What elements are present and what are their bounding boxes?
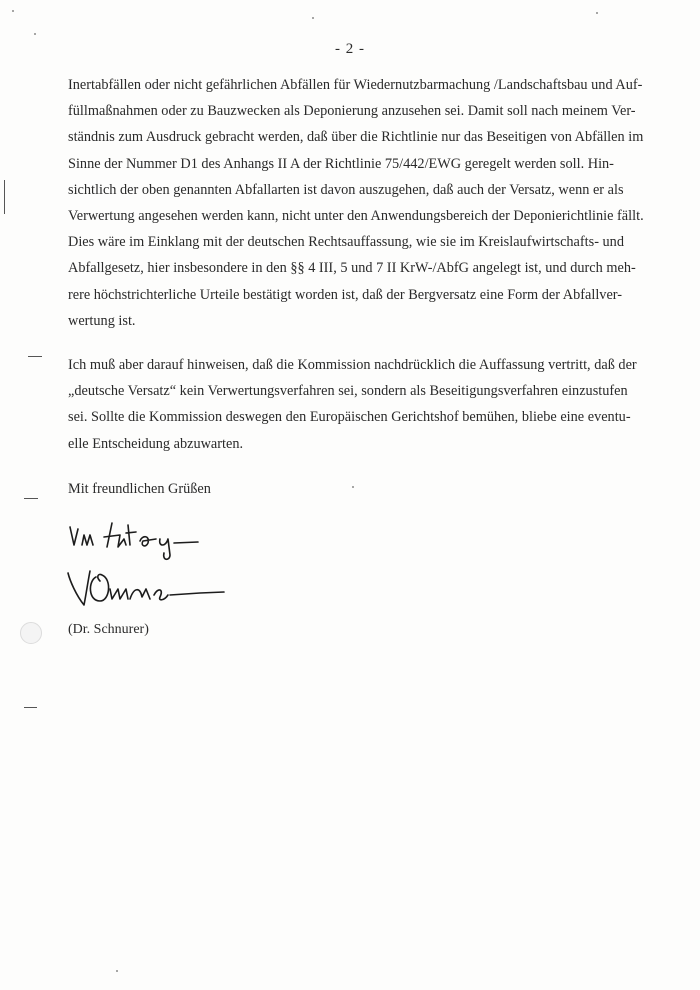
scan-speck <box>12 10 14 12</box>
closing-greeting: Mit freundlichen Grüßen <box>68 481 211 497</box>
handwritten-signature <box>60 515 235 625</box>
text-line: sei. Sollte die Kommission deswegen den Europäischen Gerichtshof bemühen, bliebe eine eventu- <box>68 409 631 426</box>
text-line: Abfallgesetz, hier insbesondere in den §§ 4 III, 5 und 7 II KrW-/AbfG angelegt ist, und durch meh- <box>68 260 636 277</box>
margin-mark <box>4 180 5 214</box>
text-line: „deutsche Versatz“ kein Verwertungsverfahren sei, sondern als Beseitigungsverfahren einzustufen <box>68 383 628 400</box>
text-line: ständnis zum Ausdruck gebracht werden, daß über die Richtlinie nur das Beseitigen von Abfällen im <box>68 129 644 146</box>
margin-mark <box>28 356 42 357</box>
signer-name: (Dr. Schnurer) <box>68 622 149 637</box>
page-number: - 2 - <box>335 41 365 57</box>
scan-speck <box>596 12 598 14</box>
punch-hole-shadow <box>20 622 42 644</box>
text-line: Ich muß aber darauf hinweisen, daß die Kommission nachdrücklich die Auffassung vertritt, daß der <box>68 357 637 373</box>
margin-mark <box>24 707 37 708</box>
body-paragraph-1 <box>68 72 643 334</box>
text-line: elle Entscheidung abzuwarten. <box>68 435 244 452</box>
body-paragraph-2 <box>68 352 643 457</box>
text-line: sichtlich der oben genannten Abfallarten ist davon auszugehen, daß auch der Versatz, wenn er als <box>68 181 624 198</box>
text-line: Sinne der Nummer D1 des Anhangs II A der Richtlinie 75/442/EWG geregelt werden soll. Hin- <box>68 155 614 172</box>
margin-mark <box>24 498 38 499</box>
scan-speck <box>352 486 354 488</box>
text-line: Inertabfällen oder nicht gefährlichen Abfällen für Wiedernutzbarmachung /Landschaftsbau und Auf- <box>68 77 643 93</box>
scan-speck <box>34 33 36 35</box>
text-line: füllmaßnahmen oder zu Bauzwecken als Deponierung anzusehen sei. Damit soll nach meinem Ver- <box>68 103 636 120</box>
text-line: Dies wäre im Einklang mit der deutschen Rechtsauffassung, wie sie im Kreislaufwirtschafts- und <box>68 234 624 251</box>
text-line: wertung ist. <box>68 312 136 329</box>
scan-speck <box>116 970 118 972</box>
scan-speck <box>312 17 314 19</box>
text-line: rere höchstrichterliche Urteile bestätigt worden ist, daß der Bergversatz eine Form der Abfallver- <box>68 286 623 303</box>
text-line: Verwertung angesehen werden kann, nicht unter den Anwendungsbereich der Deponierichtlinie fällt. <box>68 208 644 225</box>
